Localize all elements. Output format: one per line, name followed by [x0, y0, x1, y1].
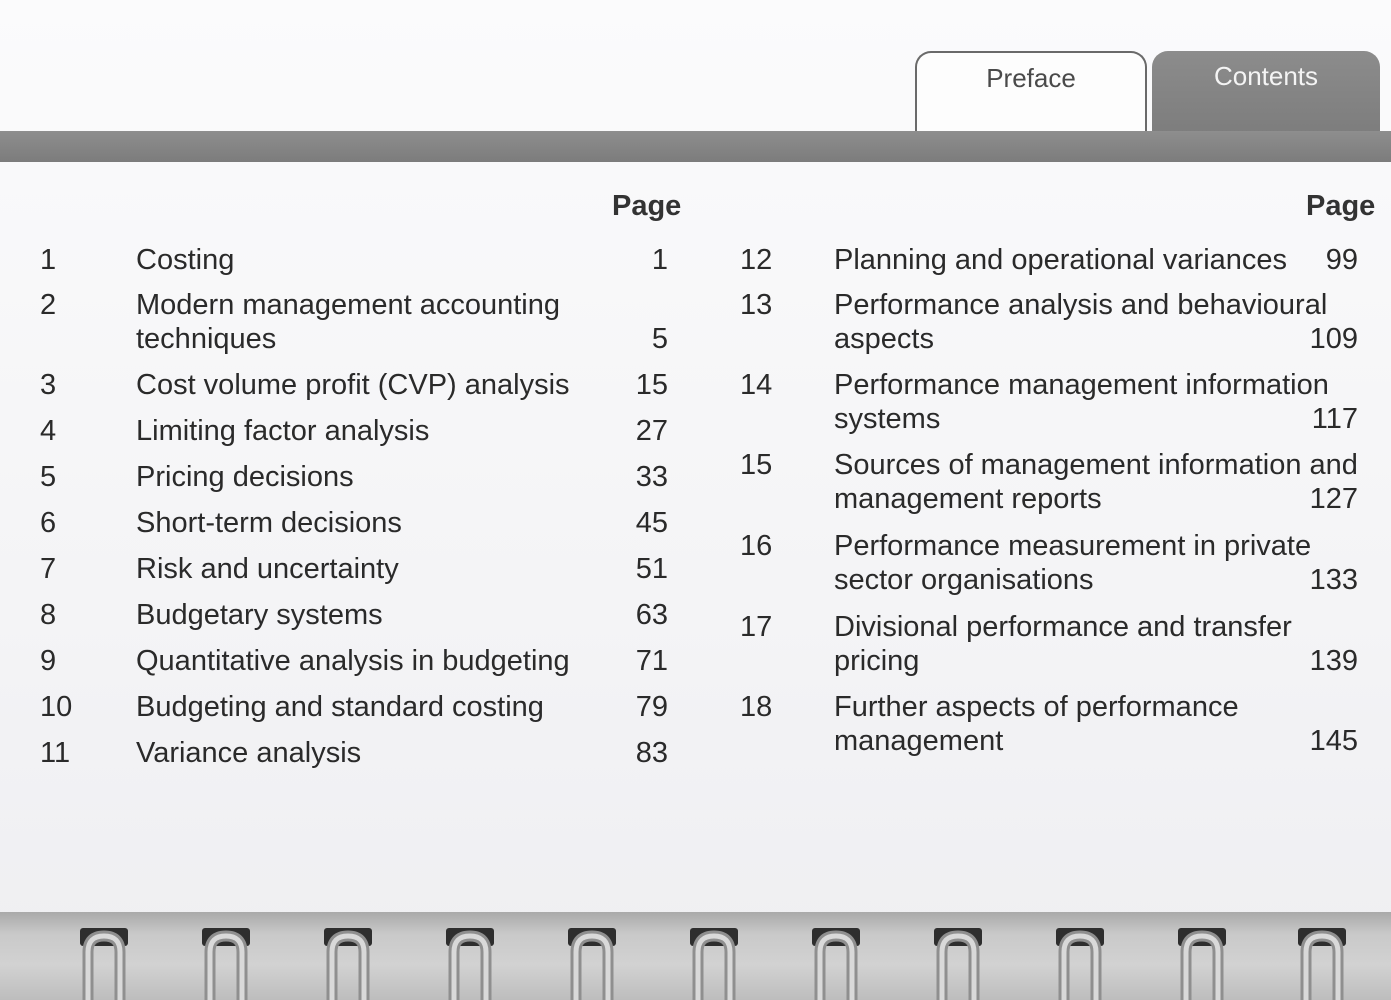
tab-preface[interactable] [915, 51, 1147, 133]
chapter-title: Limiting factor analysis [136, 415, 430, 447]
page-column-heading: Page [1306, 190, 1376, 222]
toc-entry[interactable] [740, 690, 1370, 758]
chapter-title: Performance management information [834, 369, 1329, 401]
spiral-ring-icon [444, 922, 496, 1000]
spiral-binding [0, 912, 1391, 1000]
page-number: 83 [635, 737, 668, 769]
page-number: 63 [635, 599, 668, 631]
chapter-number: 7 [40, 553, 57, 585]
chapter-number: 13 [740, 289, 773, 321]
chapter-title: aspects [834, 323, 934, 355]
chapter-title: Performance measurement in private [834, 530, 1312, 562]
chapter-title: Cost volume profit (CVP) analysis [136, 369, 570, 401]
chapter-title: pricing [834, 645, 920, 677]
page-number: 71 [635, 645, 668, 677]
chapter-title: Short-term decisions [136, 507, 402, 539]
chapter-title: techniques [136, 323, 277, 355]
toc-entry[interactable] [740, 610, 1370, 678]
chapter-number: 9 [40, 645, 57, 677]
chapter-number: 2 [40, 289, 57, 321]
chapter-number: 14 [740, 369, 773, 401]
chapter-title: Further aspects of performance [834, 691, 1239, 723]
toc-entry[interactable] [40, 288, 690, 356]
page-number: 79 [635, 691, 668, 723]
chapter-title: Risk and uncertainty [136, 553, 399, 585]
chapter-title: Planning and operational variances [834, 244, 1288, 276]
chapter-number: 5 [40, 461, 57, 493]
toc-entry[interactable] [40, 414, 690, 448]
page-number: 133 [1309, 564, 1358, 596]
chapter-number: 15 [740, 449, 773, 481]
spiral-ring-icon [1296, 922, 1348, 1000]
page-number: 1 [651, 244, 668, 276]
tab-contents-label: Contents [1213, 61, 1319, 91]
page-number: 139 [1309, 645, 1358, 677]
header-bar [0, 131, 1391, 162]
page-number: 145 [1309, 725, 1358, 757]
chapter-number: 1 [40, 244, 57, 276]
spiral-ring-icon [1054, 922, 1106, 1000]
toc-entry[interactable] [740, 448, 1370, 516]
chapter-title: Divisional performance and transfer [834, 611, 1292, 643]
chapter-number: 4 [40, 415, 57, 447]
page-number: 117 [1311, 403, 1358, 435]
toc-entry[interactable] [40, 598, 690, 632]
spiral-ring-icon [566, 922, 618, 1000]
toc-entry[interactable] [740, 529, 1370, 597]
tab-contents[interactable] [1152, 51, 1380, 133]
page-number: 109 [1309, 323, 1358, 355]
chapter-number: 18 [740, 691, 773, 723]
chapter-number: 6 [40, 507, 57, 539]
chapter-number: 3 [40, 369, 57, 401]
toc-entry[interactable] [40, 736, 690, 770]
chapter-number: 10 [40, 691, 73, 723]
page-number: 5 [651, 323, 668, 355]
tab-preface-label: Preface [986, 63, 1076, 93]
spiral-ring-icon [688, 922, 740, 1000]
toc-entry[interactable] [740, 288, 1370, 356]
page-number: 99 [1325, 244, 1358, 276]
page-number: 127 [1309, 483, 1358, 515]
toc-entry[interactable] [40, 644, 690, 678]
chapter-title: Variance analysis [136, 737, 362, 769]
page-number: 27 [635, 415, 668, 447]
chapter-number: 11 [40, 737, 71, 769]
chapter-title: Modern management accounting [136, 289, 560, 321]
chapter-title: Budgetary systems [136, 599, 383, 631]
spiral-ring-icon [322, 922, 374, 1000]
toc-entry[interactable] [40, 460, 690, 494]
page-number: 45 [635, 507, 668, 539]
toc-entry[interactable] [40, 368, 690, 402]
toc-entry[interactable] [40, 243, 690, 277]
page-number: 15 [635, 369, 668, 401]
chapter-title: Performance analysis and behavioural [834, 289, 1328, 321]
page-column-heading: Page [612, 190, 682, 222]
spiral-ring-icon [78, 922, 130, 1000]
page-number: 51 [635, 553, 668, 585]
page-number: 33 [635, 461, 668, 493]
chapter-number: 17 [740, 611, 773, 643]
toc-entry[interactable] [40, 506, 690, 540]
toc-entry[interactable] [740, 243, 1370, 277]
chapter-title: Costing [136, 244, 235, 276]
chapter-title: management [834, 725, 1004, 757]
chapter-number: 16 [740, 530, 773, 562]
chapter-title: systems [834, 403, 941, 435]
spiral-ring-icon [200, 922, 252, 1000]
spiral-ring-icon [1176, 922, 1228, 1000]
toc-entry[interactable] [40, 690, 690, 724]
toc-entry[interactable] [40, 552, 690, 586]
chapter-title: management reports [834, 483, 1102, 515]
chapter-title: sector organisations [834, 564, 1094, 596]
chapter-title: Sources of management information and [834, 449, 1358, 481]
chapter-title: Budgeting and standard costing [136, 691, 544, 723]
chapter-number: 8 [40, 599, 57, 631]
spiral-ring-icon [932, 922, 984, 1000]
chapter-title: Quantitative analysis in budgeting [136, 645, 570, 677]
toc-entry[interactable] [740, 368, 1370, 436]
chapter-number: 12 [740, 244, 773, 276]
spiral-ring-icon [810, 922, 862, 1000]
chapter-title: Pricing decisions [136, 461, 354, 493]
